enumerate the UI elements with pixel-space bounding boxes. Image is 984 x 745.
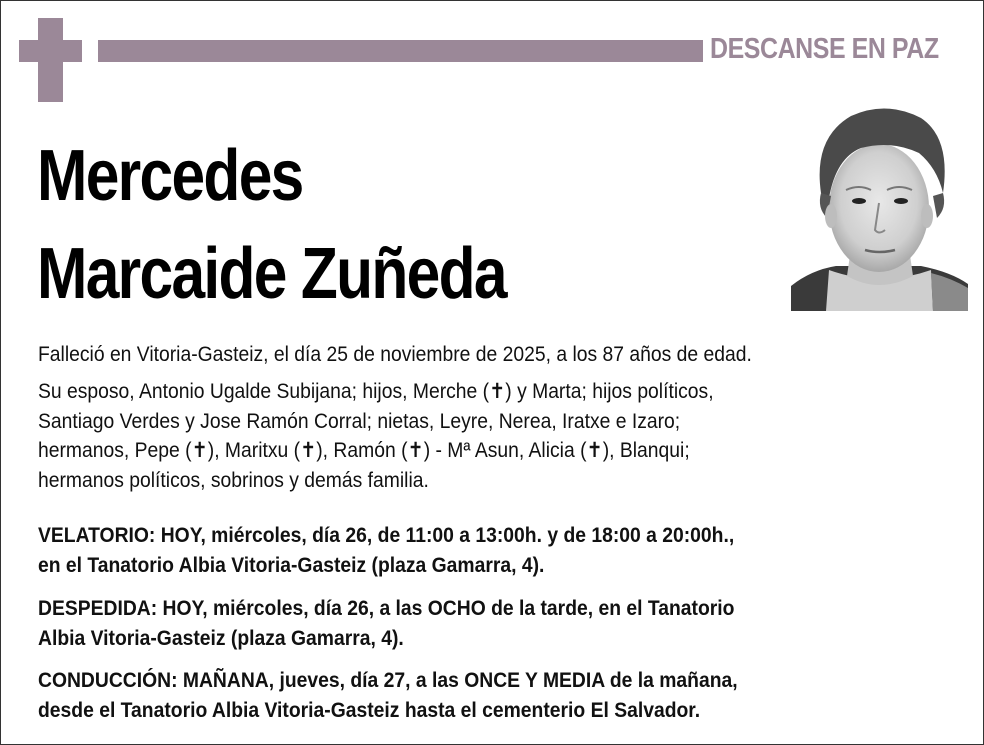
despedida-section xyxy=(38,594,894,653)
death-notice-text: Falleció en Vitoria-Gasteiz, el día 25 de noviembre de 2025, a los 87 años de edad. xyxy=(38,343,752,366)
family-line: hermanos políticos, sobrinos y demás familia. xyxy=(38,468,429,492)
portrait-image xyxy=(791,98,968,311)
family-line: Santiago Verdes y Jose Ramón Corral; nietas, Leyre, Nerea, Iratxe e Izaro; xyxy=(38,409,681,433)
despedida-line: DESPEDIDA: HOY, miércoles, día 26, a las OCHO de la tarde, en el Tanatorio xyxy=(38,597,735,620)
velatorio-section xyxy=(38,521,894,580)
family-line: hermanos, Pepe (✝), Maritxu (✝), Ramón (✝) - Mª Asun, Alicia (✝), Blanqui; xyxy=(38,439,690,462)
velatorio-line: en el Tanatorio Albia Vitoria-Gasteiz (plaza Gamarra, 4). xyxy=(38,553,545,577)
death-notice xyxy=(38,340,894,370)
header-divider-bar xyxy=(98,40,703,62)
conduccion-line: desde el Tanatorio Albia Vitoria-Gasteiz hasta el cementerio El Salvador. xyxy=(38,698,701,722)
deceased-surnames: Marcaide Zuñeda xyxy=(37,234,506,314)
deceased-first-name: Mercedes xyxy=(37,136,303,216)
deceased-portrait-photo xyxy=(791,98,968,311)
header-label: DESCANSE EN PAZ xyxy=(710,33,939,65)
family-list xyxy=(38,377,894,495)
conduccion-line: CONDUCCIÓN: MAÑANA, jueves, día 27, a las ONCE Y MEDIA de la mañana, xyxy=(38,669,738,692)
family-line: Su esposo, Antonio Ugalde Subijana; hijos, Merche (✝) y Marta; hijos políticos, xyxy=(38,380,714,403)
velatorio-line: VELATORIO: HOY, miércoles, día 26, de 11:00 a 13:00h. y de 18:00 a 20:00h., xyxy=(38,524,735,547)
conduccion-section xyxy=(38,666,894,725)
cross-horizontal-bar xyxy=(19,40,82,62)
despedida-line: Albia Vitoria-Gasteiz (plaza Gamarra, 4). xyxy=(38,626,404,650)
